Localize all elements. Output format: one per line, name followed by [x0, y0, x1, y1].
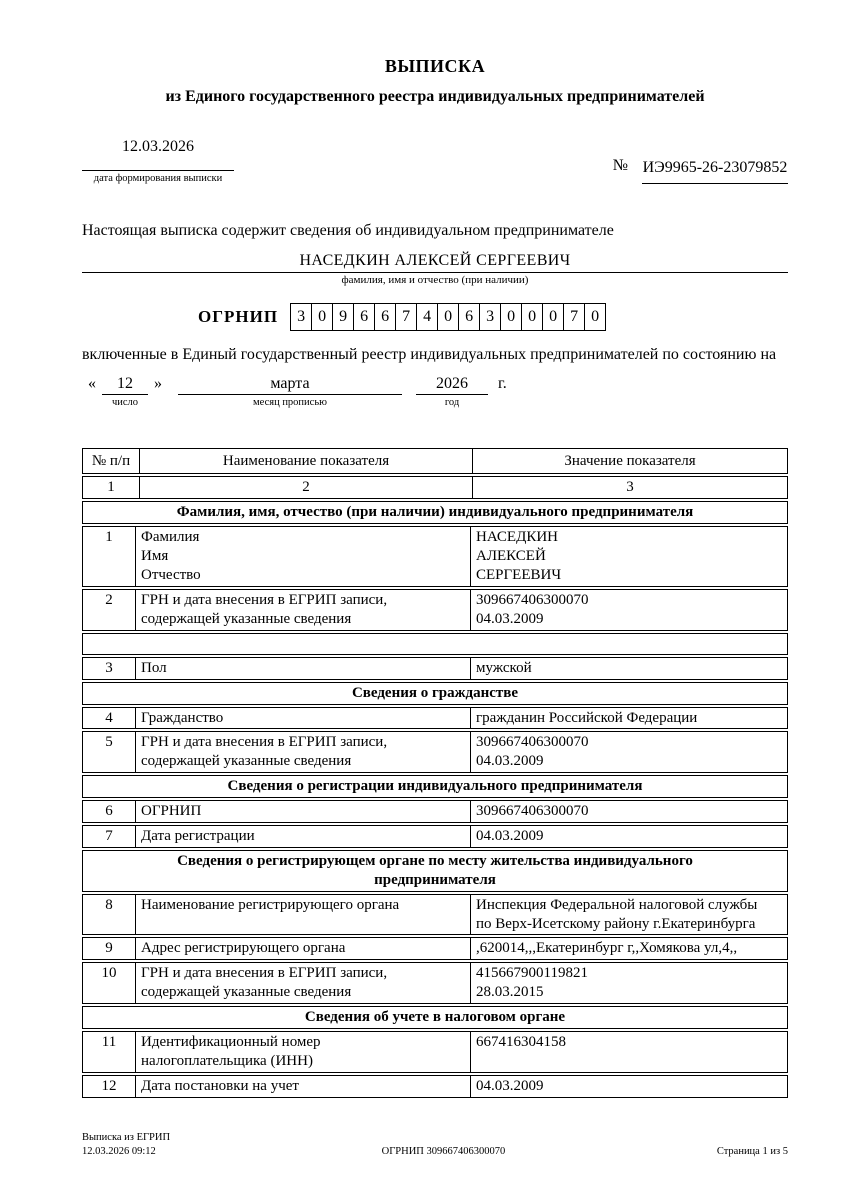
table-row	[82, 937, 788, 960]
cell-line: СЕРГЕЕВИЧ	[476, 567, 562, 584]
row-indicator-value	[471, 801, 787, 822]
row-indicator-name	[136, 895, 471, 935]
cell-line: ,620014,,,Екатеринбург г,,Хомякова ул,4,,	[476, 940, 738, 957]
entrepreneur-name-caption: фамилия, имя и отчество (при наличии)	[341, 274, 529, 286]
cell-line: 667416304158	[476, 1033, 566, 1050]
quote-close: »	[154, 374, 162, 392]
cell-line: по Верх-Исетскому району г.Екатеринбурга	[476, 915, 756, 932]
cell-line: Пол	[141, 659, 167, 676]
footer-doc-type: Выписка из ЕГРИП	[82, 1132, 171, 1143]
row-indicator-name	[136, 938, 471, 959]
document-subtitle: из Единого государственного реестра индивидуальных предпринимателей	[165, 88, 705, 105]
cell-line: 04.03.2009	[476, 827, 544, 844]
cell-line: Гражданство	[141, 709, 224, 726]
extract-number-block	[613, 157, 788, 184]
cell-line: Адрес регистрирующего органа	[141, 940, 346, 957]
row-indicator-name	[136, 658, 471, 679]
cell-line: 04.03.2009	[476, 1077, 544, 1094]
document-content	[82, 0, 788, 1098]
row-indicator-value	[471, 826, 787, 847]
ogrnip-digit-cell: 6	[374, 303, 396, 331]
row-indicator-value	[471, 590, 787, 630]
day-value: 12	[102, 375, 148, 395]
month-value: марта	[178, 375, 402, 395]
table-row	[82, 894, 788, 936]
ogrnip-digit-cell: 3	[290, 303, 312, 331]
entrepreneur-name-block	[82, 252, 788, 286]
row-number: 7	[83, 826, 136, 847]
cell-line: содержащей указанные сведения	[141, 753, 352, 770]
ogrnip-label: ОГРНИП	[198, 307, 279, 326]
ogrnip-digit-cell: 6	[458, 303, 480, 331]
cell-line: мужской	[476, 659, 532, 676]
cell-line: Отчество	[141, 567, 201, 584]
intro-text: Настоящая выписка содержит сведения об индивидуальном предпринимателе	[82, 222, 614, 239]
cell-line: АЛЕКСЕЙ	[476, 548, 546, 565]
cell-line: Дата постановки на учет	[141, 1077, 299, 1094]
table-row	[82, 825, 788, 848]
ogrnip-digit-cell: 4	[416, 303, 438, 331]
number-sign: №	[612, 157, 628, 175]
section-title: Сведения о регистрации индивидуального предпринимателя	[227, 778, 643, 795]
cell-line: 28.03.2015	[476, 984, 544, 1001]
footer-page-number: Страница 1 из 5	[716, 1145, 788, 1157]
row-indicator-name	[136, 527, 471, 586]
cell-line: Дата регистрации	[141, 827, 255, 844]
details-table	[82, 448, 788, 1098]
table-header-row	[82, 448, 788, 475]
table-row	[82, 657, 788, 680]
year-suffix: г.	[498, 374, 507, 392]
table-section-row	[82, 682, 788, 705]
row-indicator-value	[471, 732, 787, 772]
page-footer	[82, 1131, 788, 1158]
quote-open: «	[88, 374, 96, 392]
year-value: 2026	[416, 375, 488, 395]
cell-line: ОГРНИП	[141, 803, 202, 820]
row-number: 8	[83, 895, 136, 935]
cell-line: налогоплательщика (ИНН)	[141, 1052, 313, 1069]
footer-timestamp: 12.03.2026 09:12	[82, 1145, 156, 1157]
document-title: ВЫПИСКА	[384, 56, 486, 76]
row-indicator-value	[471, 708, 787, 729]
month-field	[178, 375, 402, 408]
col-number-3: 3	[626, 479, 634, 496]
row-indicator-name	[136, 963, 471, 1003]
cell-line: Фамилия	[141, 529, 200, 546]
cell-line: Идентификационный номер	[141, 1033, 321, 1050]
table-row	[82, 707, 788, 730]
table-section-row	[82, 850, 788, 892]
footer-ogrnip: ОГРНИП 309667406300070	[381, 1145, 506, 1157]
table-row	[82, 589, 788, 631]
ogrnip-row	[198, 303, 788, 331]
cell-line: ГРН и дата внесения в ЕГРИП записи,	[141, 591, 388, 608]
row-indicator-value	[471, 1032, 787, 1072]
row-indicator-value	[471, 895, 787, 935]
formation-date-caption: дата формирования выписки	[93, 173, 223, 184]
section-title: Фамилия, имя, отчество (при наличии) индивидуального предпринимателя	[176, 504, 694, 521]
ogrnip-digit-cell: 0	[521, 303, 543, 331]
included-text: включенные в Единый государственный реестр индивидуальных предпринимателей по состоянию на	[82, 346, 777, 363]
table-colnum-row	[82, 476, 788, 499]
ogrnip-digit-cell: 0	[500, 303, 522, 331]
section-title: Сведения о гражданстве	[351, 684, 519, 701]
cell-line: 04.03.2009	[476, 610, 544, 627]
row-indicator-name	[136, 708, 471, 729]
ogrnip-digit-cell: 0	[584, 303, 606, 331]
ogrnip-digit-cell: 9	[332, 303, 354, 331]
table-row	[82, 962, 788, 1004]
row-indicator-value	[471, 938, 787, 959]
ogrnip-digit-cell: 7	[395, 303, 417, 331]
ogrnip-digit-boxes	[291, 303, 606, 331]
cell-line: гражданин Российской Федерации	[476, 709, 698, 726]
ogrnip-digit-cell: 0	[311, 303, 333, 331]
cell-line: Инспекция Федеральной налоговой службы	[476, 896, 758, 913]
row-number: 3	[83, 658, 136, 679]
year-caption: год	[444, 396, 460, 408]
as-of-date-line	[82, 375, 788, 408]
table-row	[82, 526, 788, 587]
row-number: 12	[83, 1076, 136, 1097]
cell-line: 415667900119821	[476, 965, 588, 982]
ogrnip-digit-cell: 3	[479, 303, 501, 331]
row-indicator-value	[471, 527, 787, 586]
col-number-2: 2	[140, 477, 473, 498]
day-field	[102, 375, 148, 408]
row-number: 4	[83, 708, 136, 729]
row-number: 6	[83, 801, 136, 822]
row-indicator-name	[136, 1032, 471, 1072]
section-title: Сведения о регистрирующем органе по месту жительства индивидуального предпринимателя	[177, 852, 693, 888]
formation-date-value: 12.03.2026	[82, 138, 234, 171]
row-indicator-name	[136, 826, 471, 847]
cell-line: 309667406300070	[476, 803, 589, 820]
col-header-name: Наименование показателя	[140, 449, 473, 474]
row-indicator-name	[136, 732, 471, 772]
cell-line: ГРН и дата внесения в ЕГРИП записи,	[141, 734, 388, 751]
ogrnip-digit-cell: 0	[437, 303, 459, 331]
cell-line: ГРН и дата внесения в ЕГРИП записи,	[141, 965, 388, 982]
details-table-body	[82, 501, 788, 1097]
cell-line: содержащей указанные сведения	[141, 984, 352, 1001]
cell-line: НАСЕДКИН	[476, 529, 558, 546]
entrepreneur-name: НАСЕДКИН АЛЕКСЕЙ СЕРГЕЕВИЧ	[82, 252, 788, 273]
row-indicator-value	[471, 1076, 787, 1097]
row-indicator-value	[471, 658, 787, 679]
table-row	[82, 800, 788, 823]
col-header-value: Значение показателя	[564, 452, 696, 469]
table-section-row	[82, 501, 788, 524]
cell-line: содержащей указанные сведения	[141, 610, 352, 627]
row-number: 9	[83, 938, 136, 959]
year-field	[416, 375, 488, 408]
row-number: 5	[83, 732, 136, 772]
col-header-number: № п/п	[83, 449, 140, 474]
row-indicator-value	[471, 963, 787, 1003]
ogrnip-digit-cell: 6	[353, 303, 375, 331]
formation-date-block	[82, 138, 234, 184]
cell-line: 04.03.2009	[476, 753, 544, 770]
cell-line: 309667406300070	[476, 591, 589, 608]
table-section-row	[82, 1006, 788, 1029]
ogrnip-digit-cell: 7	[563, 303, 585, 331]
day-caption: число	[111, 396, 139, 408]
row-indicator-name	[136, 1076, 471, 1097]
row-indicator-name	[136, 801, 471, 822]
table-row	[82, 731, 788, 773]
cell-line: 309667406300070	[476, 734, 589, 751]
table-row	[82, 1031, 788, 1073]
table-section-row	[82, 775, 788, 798]
cell-line: Имя	[141, 548, 169, 565]
footer-left	[82, 1131, 170, 1158]
col-number-1: 1	[83, 477, 140, 498]
extract-number-col	[642, 157, 788, 184]
extract-number-value: ИЭ9965-26-23079852	[642, 157, 788, 184]
cell-line: Наименование регистрирующего органа	[141, 896, 400, 913]
ogrnip-digit-cell: 0	[542, 303, 564, 331]
row-indicator-name	[136, 590, 471, 630]
month-caption: месяц прописью	[253, 396, 327, 408]
row-number: 10	[83, 963, 136, 1003]
header-form-row	[82, 138, 788, 184]
table-spacer-row	[82, 633, 788, 655]
row-number: 11	[83, 1032, 136, 1072]
table-row	[82, 1075, 788, 1098]
row-number: 1	[83, 527, 136, 586]
section-title: Сведения об учете в налоговом органе	[304, 1009, 566, 1026]
row-number: 2	[83, 590, 136, 630]
